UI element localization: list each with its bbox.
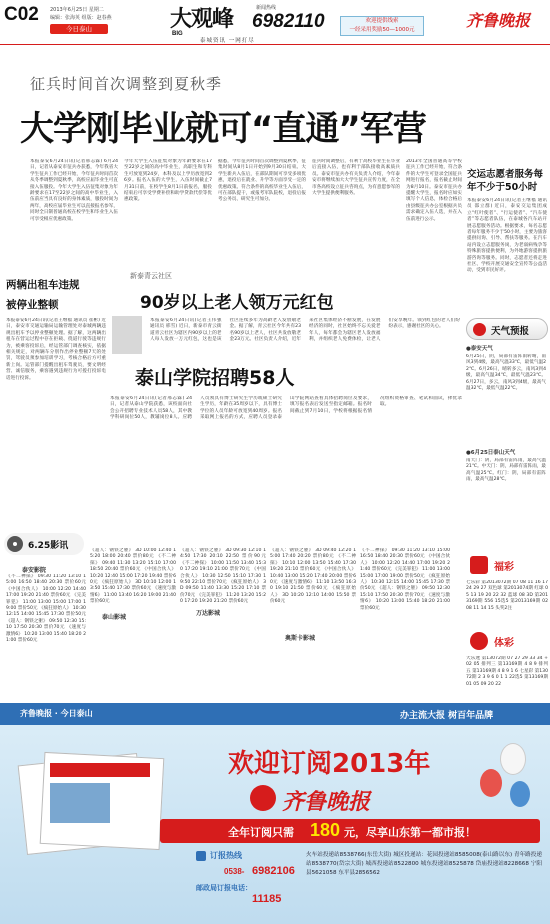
cinema-col-3-title: 万达影城 xyxy=(196,610,221,617)
cinema-badge-label: 6.25影讯 xyxy=(28,541,69,551)
balloon-icon xyxy=(500,743,526,775)
lottery-fc-badge xyxy=(466,554,548,576)
elder-kicker: 新泰青云社区 xyxy=(130,272,172,280)
weather-badge xyxy=(466,318,548,340)
price-line-1: 全年订阅只需 xyxy=(228,826,294,839)
elder-body: 本报泰安6月24日讯(记者王伟强 通讯员 邢雪) 近日，新泰市青云街道青云社区为辖区内90岁以上的老人每人发放一万元红包，这也是该社区连续多年为高龄老人发放敬老金。据了解，青云社区今年共有23名90岁以上老人，社区共发放敬老金23万元。社区负责人介绍，近年来社区集体经济不断发展，在发展经济的同时，社区始终不忘关爱老年人，每年都会为辖区老人发放福利，并组织老人免费体检，让老人们安享晚年。领到红包的老人们纷纷表示，感谢社区的关心。 xyxy=(150,318,460,343)
post-phone: 11185 xyxy=(252,893,282,905)
masthead-rule xyxy=(0,44,550,45)
promo-slogan: 办主流大报 树百年品牌 xyxy=(400,711,494,721)
lead-kicker: 征兵时间首次调整到夏秋季 xyxy=(30,75,223,93)
sun-icon xyxy=(473,323,486,336)
brand-logo-icon xyxy=(250,785,276,811)
newspaper-logo: 齐鲁晚报 xyxy=(466,11,531,30)
banner-promo xyxy=(340,16,424,36)
page-code: C02 xyxy=(4,4,39,25)
cinema-col-1b: 《超人：钢铁之躯》 3D 10:00 12:40 15:20 18:00 20:40 票价80元 《不二神探》 09:40 11:30 13:20 15:10 17:00 18:50 20:40 票价60元 《中国合伙人》 10:20 12:40 15:00 17:20 19:40 票价60元 《疯狂原始人》 3D 10:10 12:00 13:50 15:40 17:30 票价60元 《速度与激情6》 11:00 13:40 16:20 19:00 21:40 票价60元 xyxy=(90,548,176,605)
film-reel-hub xyxy=(13,542,17,546)
lead-col-1: 本报泰安6月24日讯(记者邢志霖) 6月24日，记者从泰安市征兵办获悉，今年我省大学生征兵工作已经开始，今年征兵时间首次从冬季调整到夏秋季，高校应届毕业生可直接入伍服役。今年大学生入伍征集对象为年龄要求在17至22岁之间的高中毕业生，入伍前应当具有良好的身体素质，服役时间为两年，高校应届毕业生可以直接报名参军，同时全日制普通高校在校学生和毕业生入伍可享受相应优惠政策。 xyxy=(30,159,118,222)
weather-region-2: ●6月25日泰山天气 xyxy=(466,450,516,456)
weather-title: 天气预报 xyxy=(491,326,530,337)
banner-hotline: 6982110 xyxy=(252,11,325,32)
promo-welcome: 欢迎订阅2013年 xyxy=(228,749,431,779)
cinema-col-1: 《不二神探》 09:30 11:20 13:10 15:00 16:50 18:40 20:30 票价60元 《中国合伙人》 10:00 12:20 14:40 17:00 19:20 21:40 票价60元 《完美罪犯》 11:00 13:00 15:00 17:00 19:00 票价50元 《疯狂原始人》 10:30 12:15 14:00 15:45 17:30 票价50元 《超人：钢铁之躯》 09:50 12:30 15:10 17:50 20:30 票价70元 《速度与激情6》 10:20 13:00 15:40 18:20 21:00 票价60元 xyxy=(6,574,86,644)
delivery-stations: 火车站投递站8538766(东岳大街) 城区投递站：花园投递站8585008(泰山路以东) 青年路投递站8538770(岱宗大街) 城西投递站8522800 城东投递站8525878 岱庙投递站8228668 宁阳县5621058 东平县2856562 xyxy=(306,852,542,876)
subscribe-phone: 6982106 xyxy=(252,865,295,877)
college-headline: 泰山学院招聘58人 xyxy=(135,367,295,389)
section-tag-label: 今日泰山 xyxy=(66,25,92,33)
lottery-tc-badge xyxy=(466,630,548,652)
lottery-tc-title: 体彩 xyxy=(494,638,514,649)
weather-region: ●泰安天气 xyxy=(466,346,493,352)
lottery-tc-body: 大乐透 第13072期 07 27 29 33 34 +02 05 排列三 第13169期 4 8 9 排列五 第13169期 4 8 9 1 6 七星彩 第13072期 2 3 9 6 0 1 1 22选5 第13169期 01 05 09 20 22 xyxy=(466,656,548,687)
weather-box xyxy=(466,318,548,532)
banner-promo-2: 一经采用奖励50—1000元 xyxy=(349,27,415,33)
banner-hotline-label: 新闻热线 xyxy=(256,5,277,11)
banner-sub: 泰城资讯 一网打尽 xyxy=(200,38,255,44)
cinema-col-2-title: 泰山影城 xyxy=(102,614,127,621)
college-body: 本报泰安6月24日讯(记者邢志霖) 24日，记者从泰山学院获悉，该校面向社会公开招聘专业技术人员58人，其中教学科研岗位50人，教辅岗位8人。应聘人员须具有博士研究生学历或硕士研究生学历，年龄在35周岁以下，具有博士学位的人员年龄可放宽到40周岁。报名采取网上报名的方式，应聘人员登录泰山学院网站查看具体招聘岗位及要求，填写报名表后发送至指定邮箱。报名时间截止到7月10日，学校将根据报名情况组织资格审查、笔试和面试，择优录取。 xyxy=(110,396,462,421)
ticai-logo-icon xyxy=(470,632,488,650)
editors-line: 编辑：张海英 组版：赵春燕 xyxy=(50,15,112,21)
subscribe-phone-label: 0538- xyxy=(224,867,245,876)
banner xyxy=(170,2,440,42)
banner-promo-1: 欢迎提供线索 xyxy=(365,18,399,24)
masthead xyxy=(0,0,550,62)
lead-col-2: 今年大学生入伍征集对象为年龄要求在17至22岁之间的高中毕业生，高职生和专科生可放宽到24岁，本科及以上学历放宽到26岁。报名入伍的大学生，入伍时间截止7月31日前，在校学生8月1日前报名，服役结束后可享受学费补偿和助学贷款代偿等优惠政策。 xyxy=(124,159,212,203)
price-bar xyxy=(160,819,540,843)
volunteer-headline: 交运志愿者服务每年不少于50小时 xyxy=(467,169,544,193)
elder-photo xyxy=(112,316,142,354)
weather-forecast: 6月25日，阴，局部有雷阵雨转晴，南风3到4级，最高气温33℃，最低气温22℃。6月26日，晴转多云，南风3到4级，最高气温34℃，最低气温23℃。6月27日，多云，南风3到4级，最高气温32℃，最低气温22℃。 xyxy=(466,354,546,392)
lead-headline: 大学刚毕业就可“直通”军营 xyxy=(20,109,426,149)
taxi-headline-2: 被停业整顿 xyxy=(6,299,59,311)
lead-col-5: 2013年全国普通高等学校征兵工作已经开始，符合条件的大学生可登录全国征兵网进行报名，报名截止时间为8月10日。泰安市征兵办提醒大学生，报名时应如实填写个人信息，体检合格后由县级征兵办公室根据兵员需求确定入伍人选，并在入伍前进行公示。 xyxy=(406,159,462,222)
lottery-fc-title: 福彩 xyxy=(494,562,514,573)
cinema-col-5: 《不二神探》 09:30 11:20 13:10 15:00 16:50 18:40 20:30 票价60元 《中国合伙人》 10:00 12:20 14:40 17:00 19:20 21:40 票价60元 《完美罪犯》 11:00 13:00 15:00 17:00 19:00 票价50元 《疯狂原始人》 10:30 12:15 14:00 15:45 17:30 票价50元 《超人：钢铁之躯》 09:50 12:30 15:10 17:50 20:30 票价70元 《速度与激情6》 10:20 13:00 15:40 18:20 21:00 票价60元 xyxy=(360,548,450,611)
lottery-fc-body: 七乐彩 第2013072期 07 08 11 16 17 24 29 27 双色球 第2013074期 红球 05 13 19 20 22 32 蓝球 08 3D 第2013169期 556 15选5 第2013169期 02 08 11 14 15 头奖2注 xyxy=(466,580,548,611)
cinema-col-3: 《超人：钢铁之躯》 3D 09:30 12:10 14:50 17:30 20:10 22:50 票价90元 《不二神探》 10:00 11:50 13:40 15:30 17:20 19:10 21:00 票价70元 《中国合伙人》 10:30 12:50 15:10 17:30 19:50 22:10 票价70元 《疯狂原始人》 3D 09:50 11:40 13:30 15:20 17:10 票价70元 《完美罪犯》 11:20 13:20 15:20 17:20 19:20 21:20 票价60元 xyxy=(180,548,266,605)
cinema-badge xyxy=(4,533,84,555)
subscribe-label: 订报热线 xyxy=(210,851,242,860)
subscribe-box xyxy=(196,849,300,917)
elder-headline: 90岁以上老人领万元红包 xyxy=(140,293,334,313)
weather-mountain: 南天门：阴，局部有雷阵雨，最高气温21℃。中天门：阴，局部有雷阵雨，最高气温25℃。红门：阴，局部有雷阵雨，最高气温28℃。 xyxy=(466,458,546,483)
cinema-col-4-title: 奥斯卡影城 xyxy=(285,635,316,642)
taxi-body: 本报泰安6月24日讯(记者王继福 通讯员 崔彬) 近日，泰安市交通运输局运输管理处对泰城两辆违规出租车予以停业整顿处理。据了解，这两辆出租车在营运过程中存在拒载、绕道行驶等违规行为，被乘客投诉后，经运管部门调查核实，依据相关规定，对两辆车分别作出停业整顿7天的处罚，驾驶员须参加培训学习，考核合格后方可重新上岗。运管部门提醒出租车驾驶员，要文明经营、诚信服务，乘客遇到违规行为可拨打投诉电话进行投诉。 xyxy=(6,318,106,381)
price-line-2: 元，尽享山东第一都市报！ xyxy=(344,826,476,839)
section-tag xyxy=(50,24,108,34)
phone-icon xyxy=(196,851,206,861)
price-number: 180 xyxy=(310,820,341,840)
promo-logo-1: 齐鲁晚报 · 今日泰山 xyxy=(20,709,93,718)
cinema-col-1-title: 泰安影院 xyxy=(22,567,47,574)
volunteer-body: 本报泰安6月24日讯(记者王继福 通讯员 邵立群) 近日，泰安交运集团成立“红叶使者”、“行运使者”、“汽车使者”等志愿者队伍，在泰城各汽车站开展志愿服务活动。根据要求，每名志愿者每年服务不少于50小时，主要为旅客提供问询、引导、帮扶等服务。在汽车站内设立志愿服务岗，为老弱病残孕等特殊旅客提供便利，为外地游客提供旅游咨询等服务。同时，志愿者还将走进社区、学校开展交通安全宣传等公益活动，受到市民好评。 xyxy=(467,198,547,274)
fucai-logo-icon xyxy=(470,556,488,574)
date-line: 2013年6月25日 星期二 xyxy=(50,7,104,13)
balloon-icon-3 xyxy=(510,781,530,807)
cinema-col-4: 《超人：钢铁之躯》 3D 09:40 12:20 15:00 17:40 20:20 票价80元 《不二神探》 10:10 12:00 13:50 15:40 17:30 19:20 21:10 票价60元 《中国合伙人》 10:40 13:00 15:20 17:40 20:00 票价60元 《速度与激情6》 11:10 13:50 16:30 19:10 21:50 票价60元 《疯狂原始人》 3D 10:20 12:10 14:00 15:50 票价60元 xyxy=(270,548,356,605)
taxi-headline-1: 两辆出租车违规 xyxy=(6,279,80,291)
banner-big: 大观峰 xyxy=(170,6,234,32)
post-label: 邮政局订报电话： xyxy=(196,884,252,892)
balloon-icon-2 xyxy=(480,769,502,797)
lead-col-3: 据悉，今年征兵时间首次调整到夏秋季，征集时间从8月1日开始到9月30日结束。大学生新兵入伍后，在部队期间可享受多项优惠，退役后在就业、升学等方面享受一定的优惠政策。符合条件的高校毕业生入伍后，可在部队提干，或报考军队院校，退役后报考公务员、研究生可加分。 xyxy=(218,159,306,203)
promo-banner xyxy=(0,703,550,924)
promo-brand: 齐鲁晚报 xyxy=(282,789,371,815)
lead-col-4: 征兵时间调整后，有利于高校毕业生在毕业后直接入伍，也有利于部队接收高素质兵员。泰安市征兵办有关负责人介绍，今年泰安市将继续加大大学生征兵宣传力度，在全市各高校设立征兵咨询点，为有意愿参军的大学生提供便利服务。 xyxy=(312,159,400,197)
banner-big-small: BIG xyxy=(172,31,183,37)
newspaper-stack-illustration xyxy=(22,749,172,859)
